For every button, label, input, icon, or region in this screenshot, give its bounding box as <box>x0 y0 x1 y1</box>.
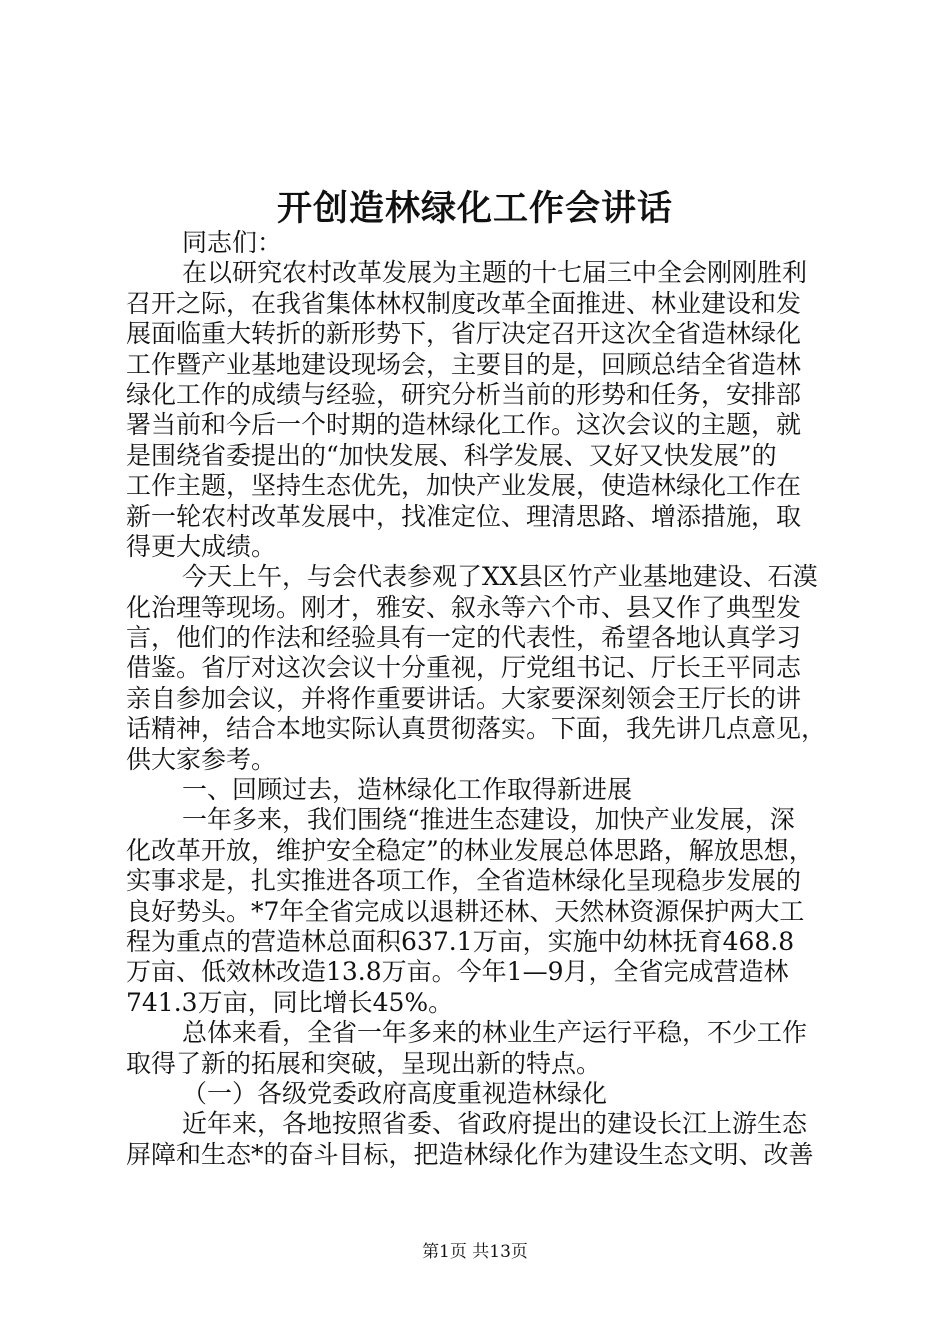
paragraph-line: 屏障和生态*的奋斗目标，把造林绿化作为建设生态文明、改善 <box>126 1139 814 1169</box>
paragraph-line: 绿化工作的成绩与经验，研究分析当前的形势和任务，安排部 <box>126 379 802 409</box>
paragraph-line: 总体来看，全省一年多来的林业生产运行平稳，不少工作 <box>182 1018 808 1048</box>
paragraph-line: 工作暨产业基地建设现场会，主要目的是，回顾总结全省造林 <box>126 349 802 379</box>
paragraph-line: 万亩、低效林改造13.8万亩。今年1—9月，全省完成营造林 <box>126 957 789 987</box>
paragraph-line: 近年来，各地按照省委、省政府提出的建设长江上游生态 <box>182 1109 808 1139</box>
paragraph-line: 借鉴。省厅对这次会议十分重视，厅党组书记、厅长王平同志 <box>126 653 802 683</box>
paragraph-line: 署当前和今后一个时期的造林绿化工作。这次会议的主题，就 <box>126 410 802 440</box>
paragraph-line: 程为重点的营造林总面积637.1万亩，实施中幼林抚育468.8 <box>126 926 795 956</box>
paragraph-line: 在以研究农村改革发展为主题的十七届三中全会刚刚胜利 <box>182 258 808 288</box>
document-title: 开创造林绿化工作会讲话 <box>276 188 673 229</box>
paragraph-line: 实事求是，扎实推进各项工作，全省造林绿化呈现稳步发展的 <box>126 866 802 896</box>
document-body <box>126 228 836 1170</box>
paragraph-line: 供大家参考。 <box>126 744 277 774</box>
subsection-heading: （一）各级党委政府高度重视造林绿化 <box>182 1078 608 1108</box>
paragraph-line: 言，他们的作法和经验具有一定的代表性，希望各地认真学习 <box>126 623 802 653</box>
salutation-line: 同志们： <box>182 228 283 257</box>
paragraph-line: 召开之际，在我省集体林权制度改革全面推进、林业建设和发 <box>126 288 802 318</box>
paragraph-line: 是围绕省委提出的“加快发展、科学发展、又好又快发展”的 <box>126 440 777 470</box>
paragraph-line: 亲自参加会议，并将作重要讲话。大家要深刻领会王厅长的讲 <box>126 683 802 713</box>
paragraph-line: 工作主题，坚持生态优先，加快产业发展，使造林绿化工作在 <box>126 471 802 501</box>
paragraph-line: 新一轮农村改革发展中，找准定位、理清思路、增添措施，取 <box>126 501 802 531</box>
paragraph-line: 一年多来，我们围绕“推进生态建设，加快产业发展，深 <box>182 805 795 835</box>
paragraph-line: 取得了新的拓展和突破，呈现出新的特点。 <box>126 1048 602 1078</box>
paragraph-line: 741.3万亩，同比增长45%。 <box>126 987 454 1017</box>
paragraph-line: 化改革开放，维护安全稳定”的林业发展总体思路，解放思想， <box>126 835 814 865</box>
paragraph-line: 化治理等现场。刚才，雅安、叙永等六个市、县又作了典型发 <box>126 592 802 622</box>
paragraph-line: 良好势头。*7年全省完成以退耕还林、天然林资源保护两大工 <box>126 896 805 926</box>
section-heading: 一、回顾过去，造林绿化工作取得新进展 <box>182 775 633 805</box>
page-footer: 第1页 共13页 <box>422 1242 528 1262</box>
paragraph-line: 话精神，结合本地实际认真贯彻落实。下面，我先讲几点意见， <box>126 714 827 744</box>
paragraph-line: 今天上午，与会代表参观了XX县区竹产业基地建设、石漠 <box>182 562 818 592</box>
paragraph-line: 得更大成绩。 <box>126 531 277 561</box>
paragraph-line: 展面临重大转折的新形势下，省厅决定召开这次全省造林绿化 <box>126 319 802 349</box>
